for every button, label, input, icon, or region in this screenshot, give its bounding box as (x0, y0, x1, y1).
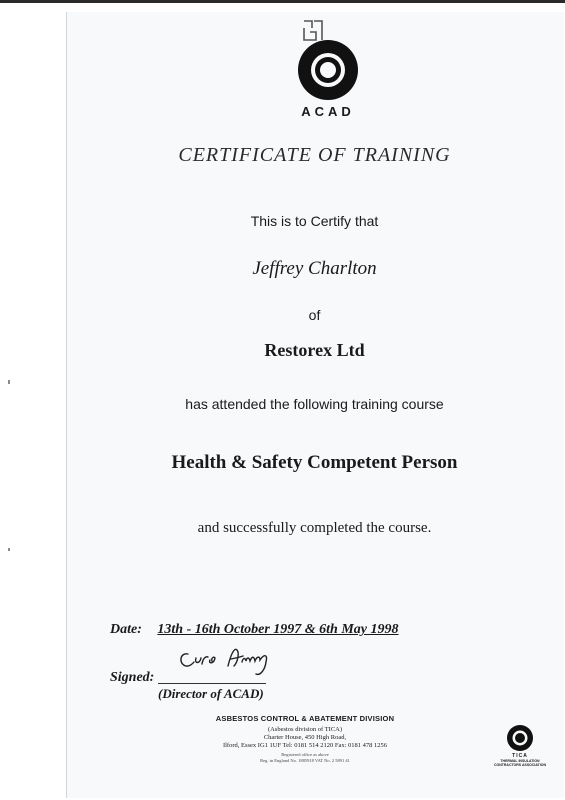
attended-line: has attended the following training course (185, 396, 444, 412)
tica-logo (506, 724, 534, 752)
footer-registered-line-2: Reg. in England No. 1885918 VAT No. 2 5891 41 (260, 758, 350, 763)
course-name: Health & Safety Competent Person (171, 452, 458, 473)
date-label: Date: (110, 622, 142, 637)
footer-division: ASBESTOS CONTROL & ABATEMENT DIVISION (215, 714, 395, 723)
company-name: Restorex Ltd (264, 340, 365, 360)
footer-registered-line-1: Registered office as above (281, 752, 329, 757)
tica-subtitle: THERMAL INSULATION CONTRACTORS ASSOCIATION (493, 759, 547, 767)
scan-mark (8, 548, 10, 551)
scan-mark (8, 380, 10, 384)
director-title: (Director of ACAD) (158, 686, 264, 701)
date-row (110, 622, 399, 638)
footer-address-line-2: Ilford, Essex IG1 1UF Tel: 0181 514 2120 Fax: 0181 478 1256 (222, 742, 388, 749)
recipient-name: Jeffrey Charlton (252, 258, 377, 279)
footer-address-line-1: Charter House, 450 High Road, (263, 734, 347, 741)
acad-label: ACAD (301, 104, 355, 119)
signature-line (158, 683, 266, 684)
certify-line: This is to Certify that (250, 213, 379, 229)
scan-top-border (0, 0, 565, 3)
acad-logo (296, 38, 360, 102)
handwritten-signature (176, 642, 286, 678)
signed-label: Signed: (110, 670, 155, 685)
of-text: of (308, 307, 321, 323)
tica-label (488, 753, 552, 767)
completed-line: and successfully completed the course. (197, 520, 432, 536)
certificate-title: CERTIFICATE OF TRAINING (178, 144, 451, 166)
footer-division-sub: (Asbestos division of TICA) (267, 726, 343, 733)
date-value: 13th - 16th October 1997 & 6th May 1998 (157, 622, 399, 637)
tica-name: TICA (512, 753, 528, 759)
